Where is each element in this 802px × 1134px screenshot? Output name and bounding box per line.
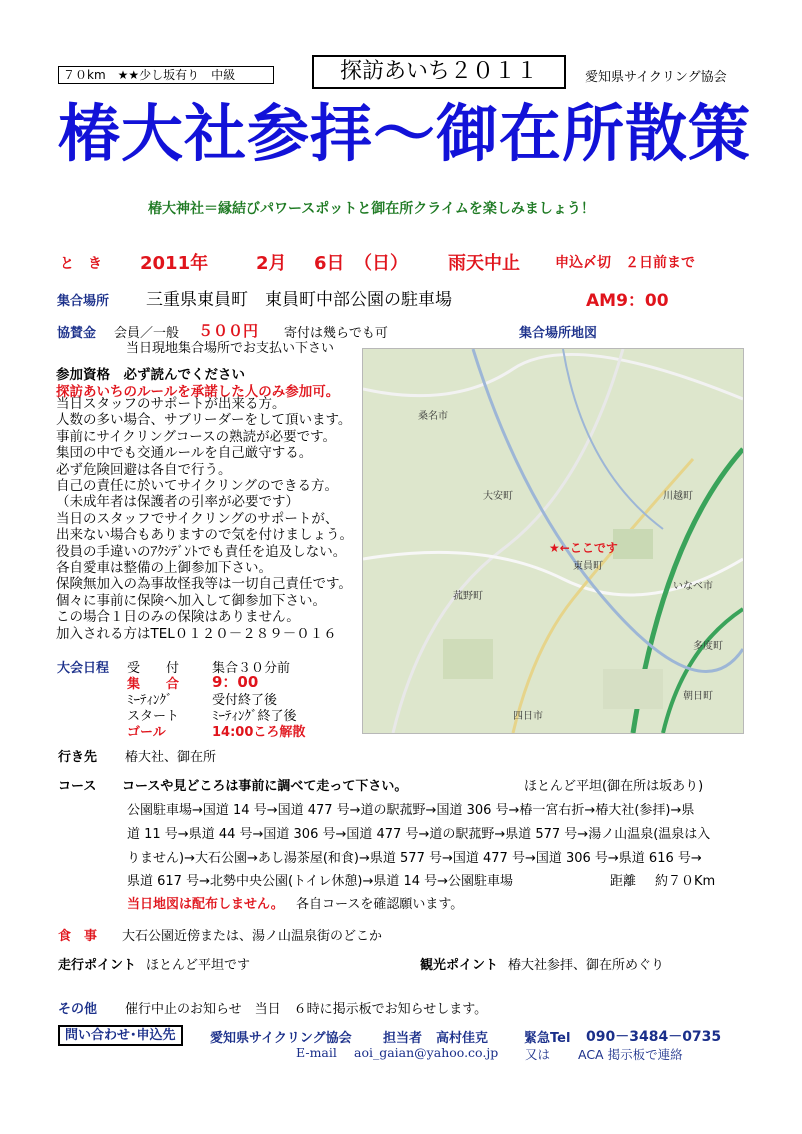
schedule-label: 大会日程	[57, 661, 110, 676]
meal-label: 食 事	[58, 929, 98, 944]
contact-org: 愛知県サイクリング協会	[210, 1031, 352, 1046]
meal-value: 大石公園近傍または、湯ノ山温泉街のどこか	[122, 929, 383, 944]
date-year: 2011年	[140, 253, 209, 274]
main-title: 椿大社参拝～御在所散策	[58, 97, 752, 170]
sightseeing-label: 観光ポイント	[420, 958, 499, 973]
level-tag: ７０km ★★少し坂有り 中級	[58, 66, 274, 84]
meeting-place: 三重県東員町 東員町中部公園の駐車場	[146, 290, 452, 310]
contact-or: 又は	[525, 1047, 551, 1062]
ride-point-value: ほとんど平坦です	[146, 958, 251, 973]
course-route: 公園駐車場→国道 14 号→国道 477 号→道の駅菰野→国道 306 号→椿一宮右折→椿大社(参拝)→県	[127, 803, 695, 818]
rain-cancel: 雨天中止	[448, 253, 520, 274]
map-place-label: 朝日町	[683, 691, 713, 702]
eligibility-emphasis: 探訪あいちのルールを承諾した人のみ参加可。	[56, 384, 340, 400]
eligibility-line: 事前にサイクリングコースの熟読が必要です。	[56, 428, 336, 445]
course-intro: コースや見どころは事前に調べて走って下さい。	[122, 779, 408, 794]
other-value: 催行中止のお知らせ 当日 ６時に掲示板でお知らせします。	[125, 1002, 488, 1017]
meeting-map[interactable]	[362, 348, 744, 734]
eligibility-line: 人数の多い場合、サブリーダーをして頂います。	[56, 412, 352, 429]
schedule-item: ﾐｰﾃｨﾝｸﾞ	[127, 693, 173, 708]
destination-label: 行き先	[58, 750, 98, 765]
map-place-label: 多度町	[693, 641, 723, 652]
eligibility-line: 集団の中でも交通ルールを自己厳守する。	[56, 445, 313, 462]
map-marker: ★←ここです	[549, 541, 618, 555]
eligibility-line: 各自愛車は整備の上御参加下さい。	[56, 560, 272, 576]
schedule-item: 集 合	[127, 677, 180, 692]
map-label: 集合場所地図	[519, 326, 598, 341]
contact-person-label: 担当者	[383, 1031, 423, 1046]
contact-email[interactable]: aoi_gaian@yahoo.co.jp	[354, 1045, 499, 1060]
other-label: その他	[58, 1002, 98, 1017]
schedule-time: 14:00ころ解散	[212, 725, 306, 740]
schedule-time: 集合３０分前	[212, 661, 291, 676]
contact-aca: ACA 掲示板で連絡	[578, 1047, 683, 1062]
map-place-label: 菰野町	[453, 591, 483, 602]
schedule-time: ﾐｰﾃｨﾝｸﾞ終了後	[212, 709, 297, 724]
date-label: と き	[60, 256, 102, 272]
course-route: 県道 617 号→北勢中央公園(トイレ休憩)→県道 14 号→公園駐車場	[127, 874, 514, 889]
fee-donation: 寄付は幾らでも可	[284, 326, 388, 341]
subtitle: 椿大神社＝縁結びパワースポットと御在所クライムを楽しみましょう！	[148, 201, 595, 217]
contact-email-label: E-mail	[296, 1045, 337, 1060]
course-terrain: ほとんど平坦(御在所は坂あり)	[524, 779, 704, 794]
map-place-label: 四日市	[513, 711, 543, 722]
course-route: りません)→大石公園→あし湯茶屋(和食)→県道 577 号→国道 477 号→国道 306 号→県道 616 号→	[127, 851, 702, 866]
organizer: 愛知県サイクリング協会	[585, 70, 727, 85]
fee-amount: ５００円	[198, 322, 259, 340]
eligibility-line: 加入される方はTEL０１２０－２８９－０１６	[56, 625, 337, 642]
map-place-label: 東員町	[573, 561, 603, 572]
series-title: 探訪あいち２０１１	[312, 55, 566, 89]
meeting-time: AM9：00	[586, 291, 669, 311]
eligibility-line: 当日スタッフのサポートが出来る方。	[56, 396, 286, 412]
map-place-label: 桑名市	[418, 411, 448, 422]
fee-label: 協賛金	[57, 326, 97, 341]
schedule-item: ゴール	[127, 725, 166, 740]
eligibility-line: 自己の責任に於いてサイクリングのできる方。	[56, 478, 339, 494]
eligibility-line: 個々に事前に保険へ加入して御参加下さい。	[56, 592, 326, 609]
map-place-label: いなべ市	[673, 581, 713, 592]
distance-value: 約７０Km	[655, 874, 716, 889]
meeting-label: 集合場所	[57, 294, 110, 309]
date-day: 6日	[314, 253, 345, 274]
eligibility-line: 必ず危険回避は各自で行う。	[56, 461, 232, 478]
contact-tel: 090－3484－0735	[586, 1029, 722, 1045]
sightseeing-value: 椿大社参拝、御在所めぐり	[508, 958, 665, 973]
eligibility-line: この場合１日のみの保険はありません。	[56, 609, 300, 626]
map-block	[603, 669, 663, 709]
eligibility-line: （未成年者は保護者の引率が必要です）	[56, 494, 299, 511]
eligibility-line: 当日のスタッフでサイクリングのサポートが、	[56, 510, 339, 527]
ride-point-label: 走行ポイント	[58, 958, 137, 973]
eligibility-heading: 参加資格 必ず読んでください	[56, 367, 245, 383]
eligibility-line: 役員の手違いのｱｸｼﾃﾞﾝﾄでも責任を追及しない。	[56, 543, 347, 560]
deadline: 申込〆切 ２日前まで	[555, 255, 695, 271]
eligibility-line: 出来ない場合もありますので気を付けましょう。	[56, 527, 353, 544]
schedule-time: 受付終了後	[212, 693, 278, 708]
map-place-label: 川越町	[663, 491, 693, 502]
schedule-item: スタート	[127, 709, 180, 724]
course-confirm: 各自コースを確認願います。	[296, 897, 464, 912]
date-month: 2月	[256, 253, 287, 274]
contact-tel-label: 緊急Tel	[524, 1031, 571, 1046]
date-weekday: （日）	[354, 253, 408, 274]
schedule-item: 受 付	[127, 661, 180, 676]
fee-type: 会員／一般	[114, 326, 180, 341]
map-place-label: 大安町	[483, 491, 513, 502]
map-block	[613, 529, 653, 559]
course-route: 道 11 号→県道 44 号→国道 306 号→国道 477 号→道の駅菰野→県道 577 号→湯ノ山温泉(温泉は入	[127, 827, 711, 842]
schedule-time: 9：00	[212, 673, 259, 691]
eligibility-line: 保険無加入の為事故怪我等は一切自己責任です。	[56, 576, 352, 593]
course-label: コース	[58, 779, 97, 794]
map-block	[443, 639, 493, 679]
distance-label: 距離	[610, 874, 637, 889]
map-note: 当日地図は配布しません。	[127, 897, 284, 912]
destination-value: 椿大社、御在所	[125, 750, 217, 765]
fee-note: 当日現地集合場所でお支払い下さい	[126, 341, 335, 356]
contact-label: 問い合わせ･申込先	[58, 1025, 183, 1046]
contact-person: 高村佳克	[436, 1031, 489, 1046]
map-image	[363, 349, 743, 733]
